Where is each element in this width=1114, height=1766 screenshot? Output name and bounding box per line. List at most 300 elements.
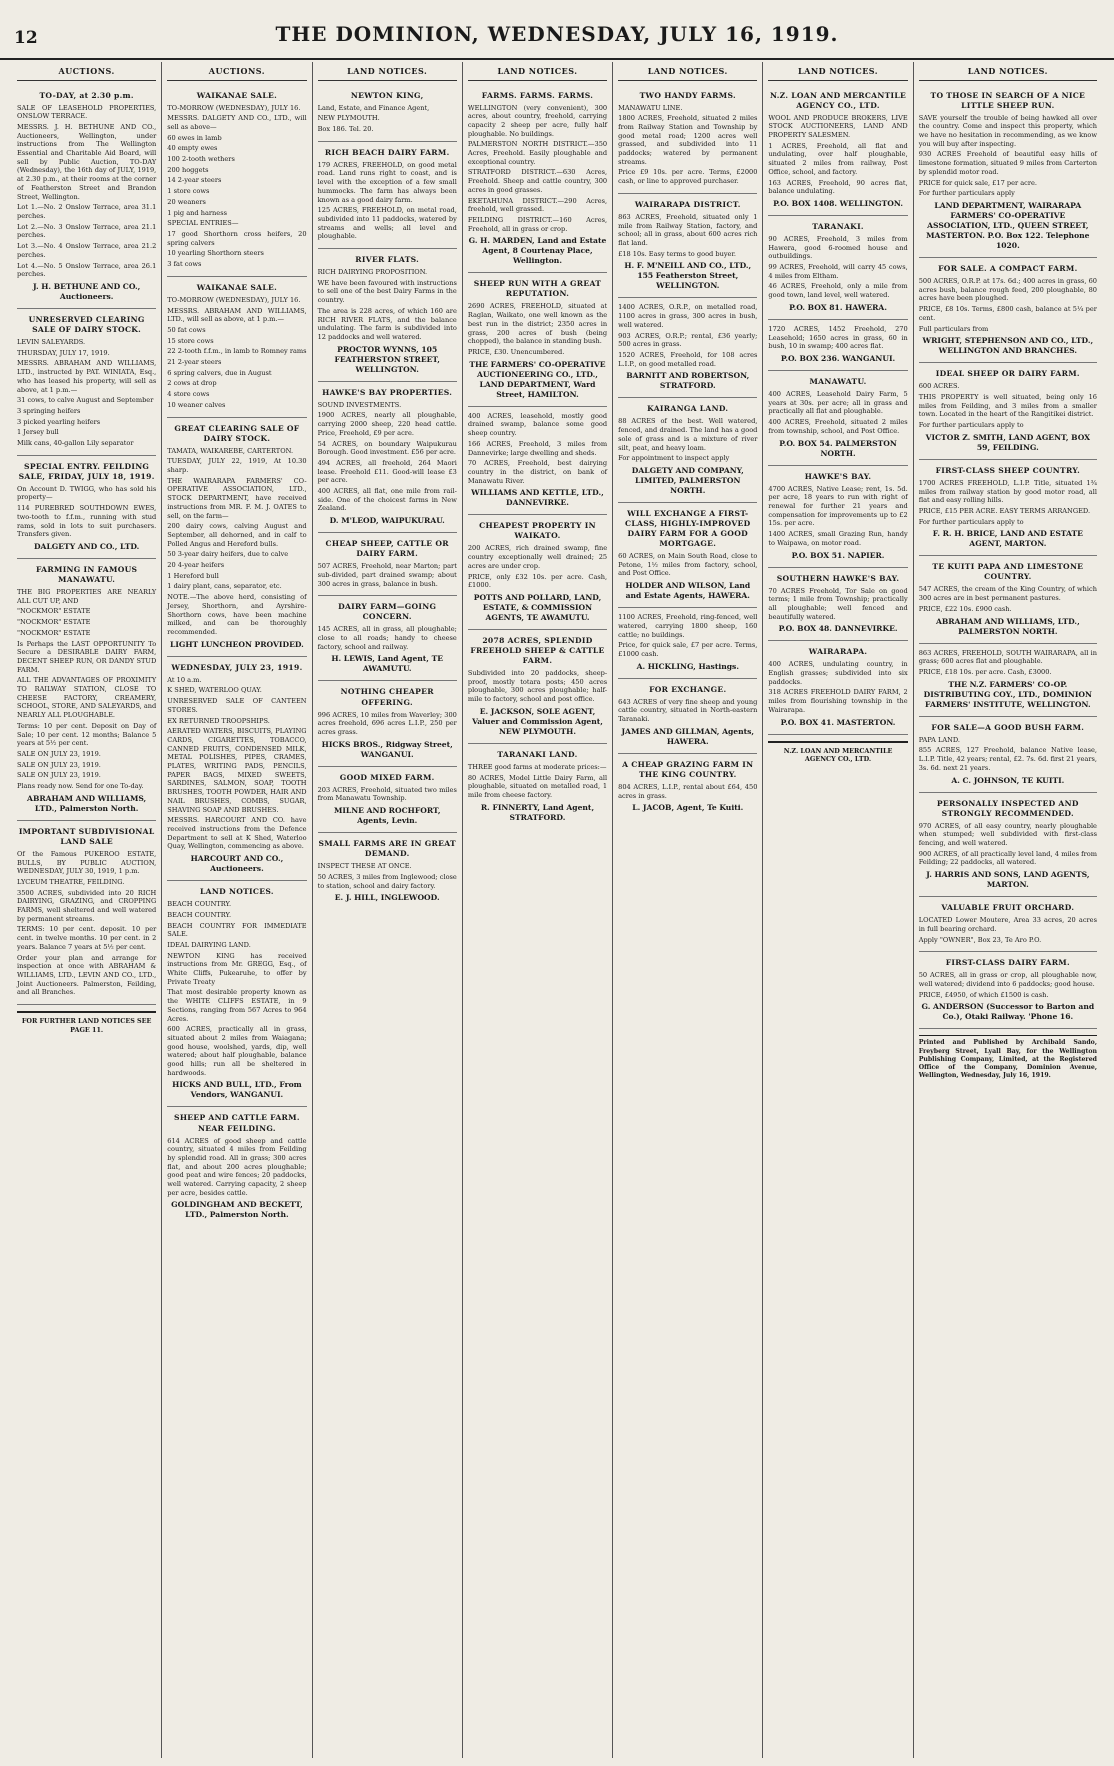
ad-text: Of the Famous PUKEROO ESTATE, BULLS, BY PUBLIC AUCTION, WEDNESDAY, JULY 30, 1919, 1 p.m.: [17, 849, 157, 876]
advertisement: [17, 559, 156, 821]
column-header: AUCTIONS.: [167, 62, 306, 81]
ad-signature: J. H. BETHUNE AND CO., Auctioneers.: [32, 281, 141, 301]
ad-heading: HAWKE'S BAY PROPERTIES.: [322, 387, 453, 397]
ad-signature: H. F. M'NEILL AND CO., LTD., 155 Featherston Street, WELLINGTON.: [624, 261, 752, 291]
ad-text: 163 ACRES, Freehold, 90 acres flat, balance undulating.: [768, 178, 908, 196]
ad-text: RICH DAIRYING PROPOSITION.: [317, 268, 428, 277]
advertisement: [919, 897, 1097, 952]
ad-text: 1 dairy plant, cans, separator, etc.: [167, 582, 282, 591]
ad-signature: P.O. BOX 51. NAPIER.: [791, 550, 885, 560]
ad-heading: N.Z. LOAN AND MERCANTILE AGENCY CO., LTD.: [769, 90, 907, 110]
ad-text: 114 PUREBRED SOUTHDOWN EWES, two-tooth to f.f.m., running with stud rams, sold in lots to suit purchasers. Transfers given.: [17, 504, 157, 539]
ad-text: 400 ACRES, all flat, one mile from rail-side. One of the choicest farms in New Zealand.: [317, 487, 457, 513]
ad-text: 400 ACRES, Leasehold Dairy Farm, 5 years at 30s. per acre; all in grass and practically all flat and ploughable.: [768, 390, 908, 416]
ad-heading: WAIRARAPA DISTRICT.: [634, 199, 741, 209]
ad-signature: G. ANDERSON (Successor to Barton and Co.), Otaki Railway. 'Phone 16.: [921, 1002, 1095, 1022]
ad-signature: WRIGHT, STEPHENSON AND CO., LTD., WELLINGTON AND BRANCHES.: [922, 336, 1094, 356]
ad-text: PRICE, £22 10s. £900 cash.: [918, 604, 1012, 613]
ad-heading: FIRST-CLASS DAIRY FARM.: [945, 958, 1070, 968]
ad-text: 90 ACRES, Freehold, 3 miles from Hawera, good 6-roomed house and outbuildings.: [768, 234, 908, 261]
column-1: [12, 62, 162, 1758]
ad-text: Lot 3.—No. 4 Onslow Terrace, area 21.2 perches.: [17, 242, 157, 259]
ad-text: SPECIAL ENTRIES—: [167, 219, 239, 228]
ad-text: 100 2-tooth wethers: [167, 155, 235, 164]
ad-heading: TO-DAY, at 2.30 p.m.: [39, 90, 134, 100]
ad-signature: J. HARRIS AND SONS, LAND AGENTS, MARTON.: [926, 870, 1090, 890]
ad-text: "NOCKMOR" ESTATE: [17, 628, 91, 637]
ad-text: THURSDAY, JULY 17, 1919.: [17, 348, 110, 357]
ad-text: 20 4-year heifers: [167, 561, 225, 570]
ad-text: MESSRS. ABRAHAM AND WILLIAMS, LTD., instructed by PAT. WINIATA, Esq., who has leased his property, will sell as above, at 1 p.m.—: [17, 359, 157, 394]
ad-text: PAPA LAND.: [918, 735, 961, 744]
ad-text: Box 186. Tel. 20.: [317, 124, 374, 133]
ad-text: LYCEUM THEATRE, FEILDING.: [17, 877, 125, 886]
ad-text: 10 weaner calves: [167, 400, 226, 409]
ad-heading: SOUTHERN HAWKE'S BAY.: [776, 573, 900, 583]
ad-signature: LIGHT LUNCHEON PROVIDED.: [170, 639, 304, 649]
ad-text: 3 springing heifers: [17, 406, 81, 415]
ad-text: 318 ACRES FREEHOLD DAIRY FARM, 2 miles from flourishing township in the Wairarapa.: [768, 688, 908, 714]
ad-text: 200 dairy cows, calving August and September, all dehorned, and in calf to Polled Angus and Hereford bulls.: [167, 522, 307, 548]
advertisement: [768, 320, 907, 371]
ad-signature: L. JACOB, Agent, Te Kuiti.: [632, 803, 744, 813]
ad-text: 1400 ACRES, small Grazing Run, handy to Waipawa, on motor road.: [768, 530, 908, 547]
ad-text: K SHED, WATERLOO QUAY.: [167, 686, 262, 695]
ad-text: 494 ACRES, all freehold, 264 Maori lease. Freehold £11. Good-will lease £3 per acre.: [317, 458, 457, 485]
ad-signature: THE FARMERS' CO-OPERATIVE AUCTIONEERING CO., LTD., LAND DEPARTMENT, Ward Street, HAMILTON.: [469, 359, 606, 399]
ad-signature: THE N.Z. FARMERS' CO-OP. DISTRIBUTING COY., LTD., DOMINION FARMERS' INSTITUTE, WELLINGTON.: [923, 679, 1092, 709]
ad-text: 500 ACRES, O.R.P. at 17s. 6d.; 400 acres in grass, 60 acres bush, balance rough feed, 200 ploughable, 80 acres have been ploughed.: [918, 277, 1097, 303]
advertisement: [919, 793, 1097, 898]
ad-text: 863 ACRES, FREEHOLD, SOUTH WAIRARAPA, all in grass; 600 acres flat and ploughable.: [918, 648, 1097, 666]
ad-text: That most desirable property known as the WHITE CLIFFS ESTATE, in 9 Sections, ranging from 567 Acres to 964 Acres.: [167, 988, 307, 1023]
ad-heading: CHEAPEST PROPERTY IN WAIKATO.: [479, 521, 596, 541]
ad-text: Milk cans, 40-gallon Lily separator: [17, 439, 134, 448]
ad-text: 6 spring calvers, due in August: [167, 368, 272, 377]
advertisement: [618, 503, 757, 608]
ad-text: ALL THE ADVANTAGES OF PROXIMITY TO RAILWAY STATION, CLOSE TO CHEESE FACTORY, CREAMERY, SCHOOL, STORE, AND SALEYARDS, and NEARLY ALL PLOUGHABLE.: [17, 676, 157, 720]
ad-text: 17 good Shorthorn cross heifers, 20 spring calvers: [167, 230, 307, 247]
ad-text: 1720 ACRES, 1452 Freehold, 270 Leasehold; 1650 acres in grass, 60 in bush, 10 in swamp; 400 acres flat.: [768, 324, 908, 351]
advertisement: [768, 568, 907, 642]
ad-heading: TO THOSE IN SEARCH OF A NICE LITTLE SHEEP RUN.: [930, 90, 1086, 110]
ad-text: SAVE yourself the trouble of being hawked all over the country. Come and inspect this property, which we have no hesitation in recommending, as we know you will buy after inspecting.: [918, 113, 1097, 148]
ad-text: PRICE, £15 PER ACRE. EASY TERMS ARRANGED.: [918, 506, 1091, 515]
ad-signature: A. C. JOHNSON, TE KUITI.: [951, 775, 1065, 785]
column-6: [763, 62, 913, 1758]
advertisement: [17, 309, 156, 456]
advertisement: [318, 382, 457, 533]
ad-heading: WAIKANAE SALE.: [196, 90, 278, 100]
ad-heading: TE KUITI PAPA AND LIMESTONE COUNTRY.: [932, 562, 1084, 582]
ad-text: THREE good farms at moderate prices:—: [467, 762, 607, 771]
ad-heading: PERSONALLY INSPECTED AND STRONGLY RECOMMENDED.: [936, 798, 1079, 818]
ad-text: Apply "OWNER", Box 23, Te Aro P.O.: [918, 935, 1042, 944]
ad-text: 400 ACRES, Freehold, situated 2 miles from township, school, and Post Office.: [768, 418, 908, 435]
advertisement: [318, 767, 457, 833]
ad-heading: WAIRARAPA.: [808, 647, 868, 657]
ad-text: 50 3-year dairy heifers, due to calve: [167, 550, 289, 559]
ad-heading: FOR SALE. A COMPACT FARM.: [938, 263, 1078, 273]
ad-heading: NOTHING CHEAPER OFFERING.: [340, 687, 434, 707]
advertisement: [468, 515, 607, 630]
ad-heading: SHEEP RUN WITH A GREAT REPUTATION.: [473, 279, 602, 299]
column-header: LAND NOTICES.: [318, 62, 457, 81]
advertisement: [618, 398, 757, 503]
ad-heading: CHEAP SHEEP, CATTLE OR DAIRY FARM.: [325, 539, 449, 559]
advertisement: [318, 533, 457, 596]
advertisement: [919, 556, 1097, 643]
ad-text: 50 ACRES, 3 miles from Inglewood; close to station, school and dairy factory.: [317, 872, 457, 890]
advertisement: [468, 273, 607, 406]
ad-signature: P.O. BOX 81. HAWERA.: [789, 302, 887, 312]
ad-text: Lot 2.—No. 3 Onslow Terrace, area 21.1 perches.: [17, 222, 157, 240]
ad-signature: DALGETY AND COMPANY, LIMITED, PALMERSTON NORTH.: [631, 465, 744, 495]
ad-signature: ABRAHAM AND WILLIAMS, LTD., Palmerston North.: [27, 793, 147, 813]
ad-text: 614 ACRES of good sheep and cattle country, situated 4 miles from Feilding by splendid road. All in grass; 300 acres flat, and about 200 acres ploughable; good peat and wire fences; 20 paddocks, well watered. Carrying capacity, 2 sheep per acre, besides cattle.: [167, 1136, 307, 1197]
ad-text: 14 2-year steers: [167, 176, 222, 185]
advertisement: [919, 952, 1097, 1029]
ad-heading: VALUABLE FRUIT ORCHARD.: [941, 903, 1075, 913]
ad-text: MESSRS. HARCOURT AND CO. have received instructions from the Defence Department to sell at K Shed, Waterloo Quay, Wellington, commencing as above.: [167, 816, 307, 851]
ad-signature: WILLIAMS AND KETTLE, LTD., DANNEVIRKE.: [471, 488, 604, 508]
ad-signature: R. FINNERTY, Land Agent, STRATFORD.: [480, 802, 595, 822]
ad-text: INSPECT THESE AT ONCE.: [317, 862, 412, 871]
ad-heading: DAIRY FARM—GOING CONCERN.: [338, 602, 437, 622]
ad-signature: PROCTOR WYNNS, 105 FEATHERSTON STREET, WELLINGTON.: [334, 344, 440, 374]
ad-text: 1400 ACRES, O.R.P., on metalled road, 1100 acres in grass, 300 acres in bush, well watered.: [618, 303, 758, 329]
ad-text: 1800 ACRES, Freehold, situated 2 miles from Railway Station and Township by good metal road; 1200 acres well grassed, and subdivided into 11 paddocks; watered by permanent streams.: [618, 114, 758, 166]
advertisement: [919, 717, 1097, 793]
ad-text: 31 cows, to calve August and September: [17, 396, 154, 405]
ad-signature: P.O. BOX 54. PALMERSTON NORTH.: [779, 438, 897, 458]
ad-heading: SPECIAL ENTRY. FEILDING SALE, FRIDAY, JULY 18, 1919.: [18, 461, 155, 481]
advertisement: [318, 85, 457, 142]
advertisement: [318, 596, 457, 681]
ad-text: MANAWATU LINE.: [618, 103, 683, 112]
ad-text: 50 ACRES, all in grass or crop, all ploughable now, well watered; dividend into 6 paddocks; good house.: [918, 971, 1097, 988]
ad-heading: UNRESERVED CLEARING SALE OF DAIRY STOCK.: [28, 314, 145, 334]
advertisement: [167, 657, 306, 881]
ad-text: 40 empty ewes: [167, 144, 218, 153]
ad-text: Lot 4.—No. 5 Onslow Terrace, area 26.1 perches.: [17, 261, 157, 279]
advertisement: [618, 85, 757, 194]
ad-signature: P.O. BOX 41. MASTERTON.: [780, 717, 896, 727]
ad-text: 46 ACRES, Freehold, only a mile from good town, land level, well watered.: [768, 282, 908, 300]
ad-text: 1700 ACRES FREEHOLD, L.I.P. Title, situated 1¾ miles from railway station by good motor road, all flat and easy rolling hills.: [918, 478, 1097, 505]
ad-text: Land, Estate, and Finance Agent,: [317, 103, 430, 112]
ad-signature: P.O. BOX 236. WANGANUI.: [780, 353, 896, 363]
ad-heading: SHEEP AND CATTLE FARM. NEAR FEILDING.: [174, 1113, 300, 1133]
ad-text: 600 ACRES.: [918, 382, 960, 391]
column-header: AUCTIONS.: [17, 62, 156, 81]
ad-heading: WILL EXCHANGE A FIRST-CLASS, HIGHLY-IMPROVED DAIRY FARM FOR A GOOD MORTGAGE.: [625, 509, 751, 549]
ad-text: 145 ACRES, all in grass, all ploughable; close to all roads; handy to cheese factory, school and railway.: [317, 625, 457, 651]
ad-heading: RICH BEACH DAIRY FARM.: [324, 147, 450, 157]
ad-signature: H. LEWIS, Land Agent, TE AWAMUTU.: [331, 654, 444, 674]
ad-text: NOTE.—The above herd, consisting of Jersey, Shorthorn, and Ayrshire-Shorthorn cows, have been machine milked, and can be thoroughly recommended.: [167, 593, 307, 636]
column-footer: N.Z. LOAN AND MERCANTILE AGENCY CO., LTD.: [768, 741, 907, 764]
ad-heading: SMALL FARMS ARE IN GREAT DEMAND.: [318, 839, 456, 859]
column-header: LAND NOTICES.: [618, 62, 757, 81]
advertisement: [919, 85, 1097, 258]
column-footer: FOR FURTHER LAND NOTICES SEE PAGE 11.: [17, 1011, 156, 1034]
ad-text: 855 ACRES, 127 Freehold, balance Native lease, L.I.P. Title, 42 years; rental, £2. 7s. 6d. first 21 years, 3s. 6d. next 21 years.: [918, 746, 1097, 772]
ad-text: 4700 ACRES, Native Lease; rent, 1s. 5d. per acre, 18 years to run with right of renewal for further 21 years and compensation for improvements up to £2 15s. per acre.: [768, 484, 908, 528]
ad-heading: MANAWATU.: [809, 377, 867, 386]
ad-text: Price £9 10s. per acre. Terms, £2000 cash, or line to approved purchaser.: [618, 168, 758, 186]
ad-text: For further particulars apply to: [918, 517, 1024, 526]
ad-text: 863 ACRES, Freehold, situated only 1 mile from Railway Station, factory, and school; all in grass, about 600 acres rich flat land.: [618, 212, 758, 248]
ad-signature: P.O. BOX 1408. WELLINGTON.: [773, 198, 903, 208]
ad-heading: TWO HANDY FARMS.: [639, 90, 736, 100]
ad-heading: FIRST-CLASS SHEEP COUNTRY.: [935, 465, 1081, 475]
ad-text: NEWTON KING has received instructions from Mr. GREGG, Esq., of White Cliffs, Pukearuhe, to offer by Private Treaty: [167, 951, 307, 986]
advertisement: [167, 1107, 306, 1226]
advertisement: [618, 608, 757, 679]
page-number: 12: [14, 28, 38, 48]
column-2: [162, 62, 312, 1758]
ad-text: THIS PROPERTY is well situated, being only 16 miles from Feilding, and 3 miles from a smaller town. Located in the heart of the Rangitikei district.: [918, 392, 1097, 419]
ad-text: WOOL AND PRODUCE BROKERS, LIVE STOCK AUCTIONEERS, LAND AND PROPERTY SALESMEN.: [768, 113, 908, 139]
ad-text: At 10 a.m.: [167, 675, 202, 684]
ad-heading: RIVER FLATS.: [355, 255, 420, 265]
ad-text: 166 ACRES, Freehold, 3 miles from Dannevirke; large dwelling and sheds.: [467, 439, 608, 457]
ad-text: AERATED WATERS, BISCUITS, PLAYING CARDS, CIGARETTES, TOBACCO, CANNED FRUITS, CONDENSED MILK, METAL POLISHES, PIPES, CRAMES, PLATES, WRITING PADS, PENCILS, PAPER BAGS, MIXED SWEETS, SARDINES, SALMON, SOAP, TOOTH BRUSHES, TOOTH POWDER, HAIR AND NAIL BRUSHES, COMBS, SUGAR, SHAVING SOAP AND BRUSHES.: [167, 727, 307, 814]
column-header: LAND NOTICES.: [768, 62, 907, 81]
masthead: [0, 0, 1114, 60]
ad-text: NEW PLYMOUTH.: [317, 114, 380, 123]
ad-text: "NOCKMOR" ESTATE: [17, 618, 91, 627]
ad-signature: GOLDINGHAM AND BECKETT, LTD., Palmerston North.: [171, 1200, 303, 1220]
ad-text: 2 cows at drop: [167, 379, 217, 388]
advertisement: [318, 681, 457, 766]
ad-signature: POTTS AND POLLARD, LAND, ESTATE, & COMMISSION AGENTS, TE AWAMUTU.: [473, 592, 602, 622]
ad-text: 1900 ACRES, nearly all ploughable, carrying 2000 sheep, 220 head cattle. Price, Freehold, £9 per acre.: [317, 411, 457, 437]
ad-text: UNRESERVED SALE OF CANTEEN STORES.: [167, 697, 307, 714]
advertisement: [17, 821, 156, 1005]
ad-text: MESSRS. DALGETY AND CO., LTD., will sell as above—: [167, 114, 307, 131]
ad-heading: FARMS. FARMS. FARMS.: [481, 90, 594, 100]
ad-text: SOUND INVESTMENTS.: [317, 400, 402, 409]
ad-text: BEACH COUNTRY.: [167, 900, 232, 909]
ad-text: WELLINGTON (very convenient), 300 acres, about country, freehold, carrying capacity 2 sheep per acre, fully half ploughable. No buildings.: [467, 103, 608, 138]
ad-heading: GOOD MIXED FARM.: [339, 772, 435, 782]
ad-text: IDEAL DAIRYING LAND.: [167, 940, 251, 949]
ad-text: 50 fat cows: [167, 325, 206, 334]
advertisement: [618, 679, 757, 754]
newspaper-title: THE DOMINION, WEDNESDAY, JULY 16, 1919.: [275, 22, 839, 46]
ad-heading: FARMING IN FAMOUS MANAWATU.: [35, 564, 138, 584]
ad-text: 1 store cows: [167, 187, 210, 196]
advertisement: [167, 85, 306, 277]
ad-text: THE BIG PROPERTIES ARE NEARLY ALL CUT UP, AND: [17, 588, 157, 605]
ad-heading: WAIKANAE SALE.: [196, 282, 278, 292]
ad-text: TO-MORROW (WEDNESDAY), JULY 16.: [167, 103, 301, 112]
ad-text: 3 picked yearling heifers: [17, 417, 101, 426]
ad-text: 60 ewes in lamb: [167, 133, 222, 142]
ad-text: EX RETURNED TROOPSHIPS.: [167, 716, 270, 725]
ad-heading: TARANAKI LAND.: [497, 749, 578, 759]
ad-text: Plans ready now. Send for one To-day.: [17, 782, 144, 791]
ad-signature: HICKS AND BULL, LTD., From Vendors, WANGANUI.: [172, 1080, 302, 1100]
ad-text: 80 ACRES, Model Little Dairy Farm, all ploughable, situated on metalled road, 1 mile from cheese factory.: [467, 773, 608, 800]
ad-heading: FOR EXCHANGE.: [649, 684, 727, 694]
ad-text: 600 ACRES, practically all in grass, situated about 2 miles from Waiagana; good house, woolshed, yards, dip, well watered; about half ploughable, balance good hills; run all be sheltered in hardwoods.: [167, 1025, 307, 1077]
ad-heading: TARANAKI.: [812, 221, 864, 231]
ad-text: 125 ACRES, FREEHOLD, on metal road, subdivided into 11 paddocks, watered by streams and wells; all level and ploughable.: [317, 206, 457, 241]
ad-signature: DALGETY AND CO., LTD.: [33, 541, 140, 551]
ad-signature: A. HICKLING, Hastings.: [636, 661, 739, 671]
ad-signature: LAND DEPARTMENT, WAIRARAPA FARMERS' CO-OPERATIVE ASSOCIATION, LTD., QUEEN STREET, MASTERTON. P.O. Box 122. Telephone 1020.: [926, 200, 1090, 250]
ad-text: 643 ACRES of very fine sheep and young cattle country, situated in North-eastern Taranaki.: [618, 697, 758, 724]
ad-text: 903 ACRES, O.R.P.; rental, £36 yearly; 500 acres in grass.: [618, 331, 758, 349]
ad-text: 10 yearling Shorthorn steers: [167, 249, 264, 258]
ad-text: 1 Hereford bull: [167, 571, 219, 580]
column-7: [914, 62, 1102, 1758]
ad-signature: ABRAHAM AND WILLIAMS, LTD., PALMERSTON NORTH.: [935, 616, 1080, 636]
ad-signature: F. R. H. BRICE, LAND AND ESTATE AGENT, MARTON.: [932, 529, 1083, 549]
ad-text: 179 ACRES, FREEHOLD, on good metal road. Land runs right to coast, and is level with the exception of a few small hummocks. The farm has always been known as a good dairy farm.: [317, 160, 457, 204]
ad-text: Lot 1.—No. 2 Onslow Terrace, area 31.1 perches.: [17, 203, 157, 220]
ad-signature: G. H. MARDEN, Land and Estate Agent, 8 Courtenay Place, Wellington.: [468, 236, 607, 266]
advertisement: [167, 418, 306, 657]
ad-text: 804 ACRES, L.I.P., rental about £64, 450 acres in grass.: [618, 782, 758, 800]
ad-text: 4 store cows: [167, 390, 210, 399]
ad-text: 54 ACRES, on boundary Waipukurau Borough. Good investment. £56 per acre.: [317, 439, 457, 457]
ad-text: On Account D. TWIGG, who has sold his property—: [17, 484, 157, 502]
column-5: [613, 62, 763, 1758]
advertisement: [919, 363, 1097, 460]
ad-text: FEILDING DISTRICT.—160 Acres, Freehold, all in grass or crop.: [467, 216, 608, 233]
ad-text: 400 ACRES, leasehold, mostly good drained swamp, balance some good sheep country.: [467, 411, 608, 438]
advertisement: [768, 216, 907, 320]
column-header: LAND NOTICES.: [919, 62, 1097, 81]
ad-text: For appointment to inspect apply: [618, 454, 730, 463]
ad-heading: IMPORTANT SUBDIVISIONAL LAND SALE: [18, 826, 155, 846]
ad-text: PRICE for quick sale, £17 per acre.: [918, 178, 1038, 187]
ad-text: PRICE, only £32 10s. per acre. Cash, £1000.: [467, 572, 608, 590]
advertisement: [17, 456, 156, 559]
ad-text: 99 ACRES, Freehold, will carry 45 cows, 4 miles from Eltham.: [768, 263, 908, 280]
advertisement: [318, 249, 457, 382]
ad-signature: JAMES AND GILLMAN, Agents, HAWERA.: [621, 726, 755, 746]
advertisement: [468, 630, 607, 744]
ad-signature: E. J. HILL, INGLEWOOD.: [334, 893, 440, 903]
ad-text: LOCATED Lower Moutere, Area 33 acres, 20 acres in full bearing orchard.: [918, 916, 1097, 933]
ad-text: LEVIN SALEYARDS.: [17, 337, 86, 346]
ad-text: For further particulars apply: [918, 189, 1015, 198]
ad-text: Price, for quick sale, £7 per acre. Terms, £1000 cash.: [618, 641, 758, 659]
advertisement: [919, 644, 1097, 717]
ad-text: WE have been favoured with instructions to sell one of the best Dairy Farms in the country.: [317, 278, 457, 305]
ad-text: BEACH COUNTRY.: [167, 910, 232, 919]
ad-text: TUESDAY, JULY 22, 1919, At 10.30 sharp.: [167, 457, 307, 474]
advertisement: [919, 460, 1097, 557]
column-3: [313, 62, 463, 1758]
ad-text: MESSRS. J. H. BETHUNE AND CO., Auctioneers, Wellington, under instructions from The Wellington Essential and Charitable Aid Board, will sell by Public Auction, TO-DAY (Wednesday), the 16th day of JULY, 1919, at 2.30 p.m., at their rooms at the corner of Featherston Street and Brandon Street, Wellington.: [17, 122, 157, 201]
advertisement: [618, 298, 757, 398]
ad-text: 400 ACRES, undulating country, in English grasses; subdivided into six paddocks.: [768, 660, 908, 686]
advertisement: [618, 754, 757, 819]
advertisement: [919, 258, 1097, 363]
ad-text: 996 ACRES, 10 miles from Waverley; 300 acres freehold, 696 acres L.I.P., 250 per acres grass.: [317, 710, 457, 736]
ad-text: EKETAHUNA DISTRICT.—290 Acres, freehold, well grassed.: [467, 196, 608, 214]
ad-text: 21 2-year steers: [167, 358, 222, 367]
advertisement: [468, 407, 607, 516]
ad-signature: MILNE AND ROCHFORT, Agents, Levin.: [333, 806, 441, 826]
ad-signature: HICKS BROS., Ridgway Street, WANGANUI.: [321, 739, 453, 759]
ad-text: PRICE, £4950, of which £1500 is cash.: [918, 990, 1049, 999]
ad-signature: P.O. BOX 48. DANNEVIRKE.: [778, 624, 898, 634]
ad-text: BEACH COUNTRY FOR IMMEDIATE SALE.: [167, 921, 307, 939]
ad-signature: BARNITT AND ROBERTSON, STRATFORD.: [626, 371, 750, 391]
ad-text: £18 10s. Easy terms to good buyer.: [618, 249, 736, 258]
ad-text: 70 ACRES Freehold, Tor Sale on good terms; 1 mile from Township; practically all ploughable; well fenced and beautifully watered.: [768, 586, 908, 621]
advertisement: [17, 85, 156, 309]
ad-heading: A CHEAP GRAZING FARM IN THE KING COUNTRY.: [622, 759, 754, 779]
ad-text: 1520 ACRES, Freehold, for 108 acres L.I.P., on good metalled road.: [618, 350, 758, 368]
ad-text: TERMS: 10 per cent. deposit. 10 per cent. in twelve months. 10 per cent. in 2 years. Balance 7 years at 5½ per cent.: [17, 925, 157, 951]
ad-text: 200 ACRES, rich drained swamp, fine country exceptionally well drained; 25 acres are under crop.: [467, 544, 608, 570]
ad-text: 547 ACRES, the cream of the King Country, of which 300 acres are in best permanent pastures.: [918, 585, 1097, 603]
ad-text: PRICE, £8 10s. Terms, £800 cash, balance at 5¼ per cent.: [918, 305, 1097, 322]
ad-text: 1 ACRES, Freehold, all flat and undulating, over half ploughable, situated 2 miles from railway, Post Office, school, and factory.: [768, 141, 908, 176]
ad-text: Full particulars from: [918, 324, 989, 333]
column-4: [463, 62, 613, 1758]
ad-text: Is Perhaps the LAST OPPORTUNITY To Secure a DESIRABLE DAIRY FARM, DECENT SHEEP RUN, OR DANDY STUD FARM.: [17, 639, 157, 674]
ad-signature: HARCOURT AND CO., Auctioneers.: [190, 854, 284, 874]
ad-text: 2690 ACRES, FREEHOLD, situated at Raglan, Waikato, one well known as the best run in the district; 2350 acres in grass, 200 acres of bush (being chopped), the balance in standing bush.: [467, 302, 608, 346]
ad-text: 1 pig and harness: [167, 208, 227, 217]
ad-text: MESSRS. ABRAHAM AND WILLIAMS, LTD., will sell as above, at 1 p.m.—: [167, 306, 307, 324]
ad-heading: LAND NOTICES.: [200, 887, 274, 897]
ad-text: Terms: 10 per cent. Deposit on Day of Sale; 10 per cent. 12 months; Balance 5 years at 5½ per cent.: [17, 721, 157, 748]
ad-text: SALE OF LEASEHOLD PROPERTIES, ONSLOW TERRACE.: [17, 103, 157, 121]
ad-text: 3500 ACRES, subdivided into 20 RICH DAIRYING, GRAZING, and CROPPING FARMS, well sheltered and well watered by permanent streams.: [17, 888, 157, 923]
ad-text: 203 ACRES, Freehold, situated two miles from Manawatu Township.: [317, 785, 457, 803]
advertisement: [618, 194, 757, 299]
ad-text: 930 ACRES Freehold of beautiful easy hills of limestone formation, situated 9 miles from Carterton by splendid motor road.: [918, 150, 1097, 176]
ad-text: 20 weaners: [167, 197, 206, 206]
advertisement: [768, 466, 907, 568]
ad-text: 70 ACRES, Freehold, best dairying country in the district, on bank of Manawatu River.: [467, 459, 608, 485]
ad-text: SALE ON JULY 23, 1919.: [17, 760, 101, 769]
ad-text: 22 2-tooth f.f.m., in lamb to Romney rams: [167, 347, 307, 356]
ad-text: THE WAIRARAPA FARMERS' CO-OPERATIVE ASSOCIATION, LTD., STOCK DEPARTMENT, have received instructions from MR. F. M. J. OATES to sell, on the farm—: [167, 476, 307, 520]
ad-heading: GREAT CLEARING SALE OF DAIRY STOCK.: [174, 423, 300, 443]
ad-heading: FOR SALE—A GOOD BUSH FARM.: [931, 722, 1085, 732]
ad-heading: WEDNESDAY, JULY 23, 1919.: [171, 662, 303, 672]
ad-text: 1100 ACRES, Freehold, ring-fenced, well watered, carrying 1800 sheep, 160 cattle; no buildings.: [618, 613, 758, 639]
advertisement: [468, 85, 607, 274]
ad-text: The area is 228 acres, of which 160 are RICH RIVER FLATS, and the balance undulating. The farm is subdivided into 12 paddocks and well watered.: [317, 306, 457, 341]
ad-heading: 2078 ACRES, SPLENDID FREEHOLD SHEEP & CATTLE FARM.: [470, 636, 605, 666]
printer-imprint: Printed and Published by Archibald Sando, Freyberg Street, Lyall Bay, for the Wellington Publishing Company, Limited, at the Registered Office of the Company, Dominion Avenue, Wellington, Wednesday, July 16, 1919.: [919, 1035, 1097, 1080]
ad-text: 88 ACRES of the best. Well watered, fenced, and drained. The land has a good sole of grass and is a mixture of river silt, peat, and heavy loam.: [618, 417, 758, 452]
ad-text: SALE ON JULY 23, 1919.: [17, 771, 101, 780]
ad-text: PRICE, £18 10s. per acre. Cash, £3000.: [918, 667, 1052, 676]
ad-text: Subdivided into 20 paddocks, sheep-proof, mostly totara posts; 450 acres ploughable, 300 acres ploughable; half-mile to factory, school and post office.: [467, 669, 608, 704]
ad-text: 970 ACRES, of all easy country, nearly ploughable when stumped; well subdivided with first-class fencing, and well watered.: [918, 821, 1097, 847]
advertisement: [768, 371, 907, 466]
ad-text: TO-MORROW (WEDNESDAY), JULY 16.: [167, 295, 301, 304]
advertisement: [167, 277, 306, 418]
ad-text: 15 store cows: [167, 336, 214, 345]
ad-text: SALE ON JULY 23, 1919.: [17, 749, 101, 758]
ad-text: 507 ACRES, Freehold, near Marton; part sub-divided, part drained swamp; about 300 acres in grass, balance in bush.: [317, 562, 457, 588]
advertisement: [468, 744, 607, 829]
